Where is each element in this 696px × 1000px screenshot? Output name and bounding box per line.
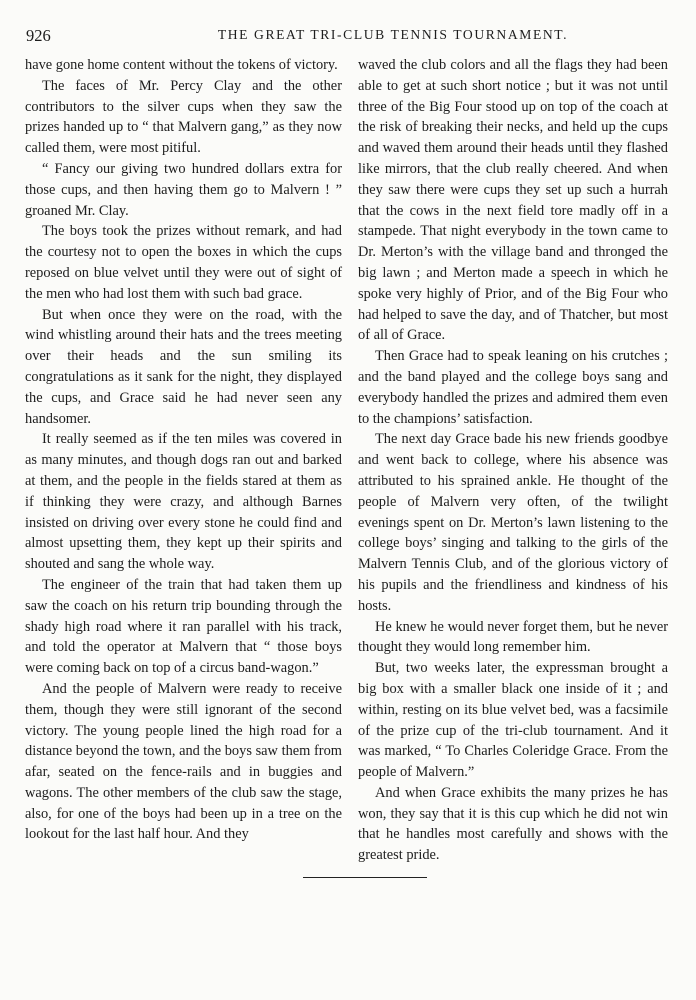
paragraph: He knew he would never forget them, but he never thought they would long remember him.	[358, 618, 668, 656]
paragraph: The engineer of the train that had taken them up saw the coach on his return trip bounding through the shady high road where it ran parallel with his track, and told the operator at Malvern that “ those boys were coming back on top of a circus band-wagon.”	[25, 576, 342, 677]
paragraph: Then Grace had to speak leaning on his crutches ; and the band played and the college boys sang and everybody handled the prizes and admired them even to the champions’ satisfaction.	[358, 348, 668, 427]
paragraph: And when Grace exhibits the many prizes he has won, they say that it is this cup which he did not win that he handles most carefully and shows with the greatest pride.	[358, 784, 668, 864]
paragraph: The faces of Mr. Percy Clay and the other contributors to the silver cups when they saw the prizes handed up to “ that Malvern gang,” as they now called them, were most pitiful.	[25, 77, 342, 157]
right-column	[358, 55, 668, 866]
running-title: THE GREAT TRI-CLUB TENNIS TOURNAMENT.	[217, 27, 569, 42]
paragraph: And the people of Malvern were ready to receive them, though they were still ignorant of the second victory. The young people lined the high road for a distance beyond the town, and the boys saw them from afar, seated on the fence-rails and in buggies and wagons. The other members of the club saw the stage, also, for one of the boys had been up in a tree on the lookout for the last half hour. And they	[25, 680, 342, 843]
page-header	[0, 26, 696, 48]
page-number: 926	[26, 26, 51, 45]
paragraph: The boys took the prizes without remark, and had the courtesy not to open the boxes in which the cups reposed on blue velvet until they were out of sight of the men who had lost them with such bad grace.	[25, 223, 342, 302]
paragraph: But when once they were on the road, with the wind whistling around their hats and the trees meeting over their heads and the sun smiling its congratulations as it sank for the night, they displayed the cups, and Grace said he had never seen any handsomer.	[25, 306, 342, 427]
paragraph: It really seemed as if the ten miles was covered in as many minutes, and though dogs ran out and barked at them, and the people in the fields stared at them as if thinking they were crazy, and although Barnes insisted on driving over every stone he could find and almost upsetting them, they kept up their spirits and shouted and sang the whole way.	[25, 431, 342, 573]
paragraph: waved the club colors and all the flags they had been able to get at such short notice ; but it was not until three of the Big Four stood up on top of the coach at the risk of breaking their necks, and held up the cups and waved them around their heads until they flashed like mirrors, that the club really cheered. And when they saw there were cups they set up such a hurrah that the cows in the next field tore madly off in a stampede. That night everybody in the town came to Dr. Merton’s with the village band and thronged the big lawn ; and Merton made a speech in which he spoke very highly of Prior, and of the Big Four who had helped to save the day, and of Thatcher, but most of all of Grace.	[358, 57, 668, 344]
left-column	[25, 55, 342, 845]
end-rule	[303, 877, 427, 878]
paragraph: have gone home content without the tokens of victory.	[25, 57, 338, 73]
paragraph: But, two weeks later, the expressman brought a big box with a smaller black one inside of it ; and within, resting on its blue velvet bed, was a facsimile of the prize cup of the tri-club tournament. And it was marked, “ To Charles Coleridge Grace. From the people of Malvern.”	[358, 660, 668, 781]
paragraph: “ Fancy our giving two hundred dollars extra for those cups, and then having them go to Malvern ! ” groaned Mr. Clay.	[25, 160, 342, 219]
paragraph: The next day Grace bade his new friends goodbye and went back to college, where his absence was attributed to his sprained ankle. He thought of the people of Malvern very often, of the twilight evenings spent on Dr. Merton’s lawn listening to the college boys’ singing and talking to the girls of the Malvern Tennis Club, and of the glorious victory of his pupils and the friendliness and kindness of his hosts.	[358, 431, 668, 614]
